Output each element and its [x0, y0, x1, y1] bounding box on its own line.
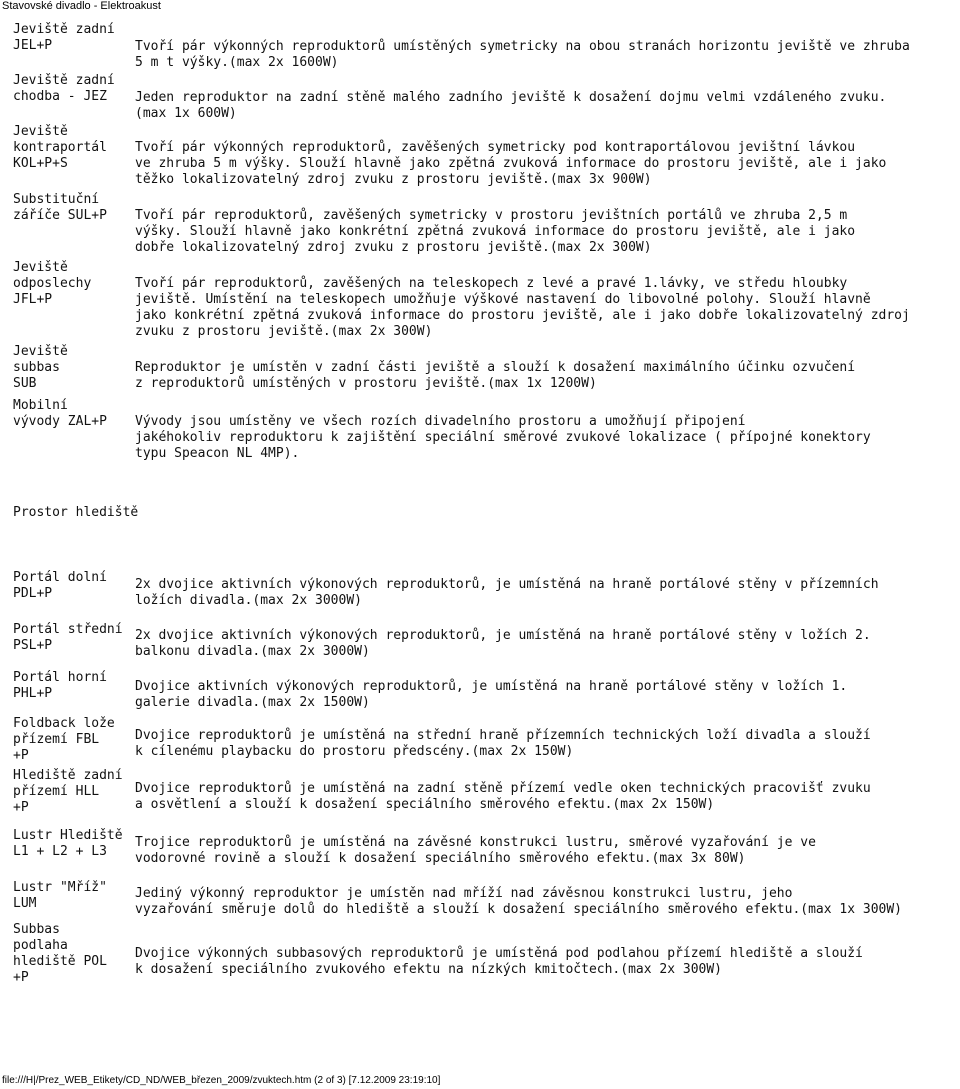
label-pdl: Portál dolní PDL+P — [13, 570, 107, 601]
desc-fbl: Dvojice reproduktorů je umístěná na střední hraně přízemních technických loží divadla a slouží k cílenému playbacku do prostoru předscény.(max 2x 150W) — [135, 728, 871, 759]
section-title-auditorium: Prostor hlediště — [13, 505, 139, 520]
label-sul: Substituční záříče SUL+P — [13, 192, 107, 223]
label-jel: Jeviště zadní JEL+P — [13, 22, 115, 53]
page-header: Stavovské divadlo - Elektroakust — [2, 0, 161, 12]
label-jfl: Jeviště odposlechy JFL+P — [13, 260, 92, 307]
desc-phl: Dvojice aktivních výkonových reproduktorů, je umístěná na hraně portálové stěny v ložích 1. galerie divadla.(max 2x 1500W) — [135, 679, 848, 710]
desc-pol: Dvojice výkonných subbasových reproduktorů je umístěná pod podlahou přízemí hlediště a slouží k dosažení speciálního zvukového efektu na nízkých kmitočtech.(max 2x 300W) — [135, 946, 863, 977]
desc-pdl: 2x dvojice aktivních výkonových reproduktorů, je umístěná na hraně portálové stěny v přízemních ložích divadla.(max 2x 3000W) — [135, 577, 879, 608]
label-lum: Lustr "Mříž" LUM — [13, 880, 107, 911]
label-zal: Mobilní vývody ZAL+P — [13, 398, 107, 429]
label-lustr: Lustr Hlediště L1 + L2 + L3 — [13, 828, 123, 859]
label-psl: Portál střední PSL+P — [13, 622, 123, 653]
page-footer: file:///H|/Prez_WEB_Etikety/CD_ND/WEB_březen_2009/zvuktech.htm (2 of 3) [7.12.2009 23:19:10] — [2, 1075, 441, 1086]
desc-hll: Dvojice reproduktorů je umístěná na zadní stěně přízemí vedle oken technických pracovišť zvuku a osvětlení a slouží k dosažení speciálního směrového efektu.(max 2x 150W) — [135, 781, 871, 812]
desc-jel: Tvoří pár výkonných reproduktorů umístěných symetricky na obou stranách horizontu jeviště ve zhruba 5 m t výšky.(max 2x 1600W) — [135, 39, 910, 70]
label-phl: Portál horní PHL+P — [13, 670, 107, 701]
desc-zal: Vývody jsou umístěny ve všech rozích divadelního prostoru a umožňují připojení jakéhokoliv reproduktoru k zajištění speciální směrové zvukové lokalizace ( přípojné konektory typu Speacon NL 4MP). — [135, 414, 871, 461]
desc-kol: Tvoří pár výkonných reproduktorů, zavěšených symetricky pod kontraportálovou jevištní lávkou ve zhruba 5 m výšky. Slouží hlavně jako zpětná zvuková informace do prostoru jeviště, ale i jako těžko lokalizovatelný zdroj zvuku z prostoru jeviště.(max 3x 900W) — [135, 140, 887, 187]
desc-jfl: Tvoří pár reproduktorů, zavěšených na teleskopech z levé a pravé 1.lávky, ve středu hloubky jeviště. Umístění na teleskopech umožňuje výškové nastavení do libovolné polohy. Slouží hlavně jako konkrétní zpětná zvuková informace do prostoru jeviště, ale i jako dobře lokalizovatelný zdroj zvuku z prostoru jeviště.(max 2x 300W) — [135, 276, 910, 339]
label-hll: Hlediště zadní přízemí HLL +P — [13, 768, 123, 815]
label-sub: Jeviště subbas SUB — [13, 344, 68, 391]
desc-lustr: Trojice reproduktorů je umístěná na závěsné konstrukci lustru, směrové vyzařování je ve vodorovné rovině a slouží k dosažení speciálního směrového efektu.(max 3x 80W) — [135, 835, 816, 866]
desc-psl: 2x dvojice aktivních výkonových reproduktorů, je umístěná na hraně portálové stěny v ložích 2. balkonu divadla.(max 2x 3000W) — [135, 628, 871, 659]
label-fbl: Foldback lože přízemí FBL +P — [13, 716, 115, 763]
desc-sub: Reproduktor je umístěn v zadní části jeviště a slouží k dosažení maximálního účinku ozvučení z reproduktorů umístěných v prostoru jeviště.(max 1x 1200W) — [135, 360, 856, 391]
label-kol: Jeviště kontraportál KOL+P+S — [13, 124, 107, 171]
desc-sul: Tvoří pár reproduktorů, zavěšených symetricky v prostoru jevištních portálů ve zhruba 2,5 m výšky. Slouží hlavně jako konkrétní zpětná zvuková informace do prostoru jeviště, ale i jako dobře lokalizovatelný zdroj zvuku z prostoru jeviště.(max 2x 300W) — [135, 208, 856, 255]
desc-lum: Jediný výkonný reproduktor je umístěn nad mříží nad závěsnou konstrukci lustru, jeho vyzařování směruje dolů do hlediště a slouží k dosažení speciálního směrového efektu.(max 1x 300W) — [135, 886, 903, 917]
label-jez: Jeviště zadní chodba - JEZ — [13, 73, 115, 104]
desc-jez: Jeden reproduktor na zadní stěně malého zadního jeviště k dosažení dojmu velmi vzdáleného zvuku. (max 1x 600W) — [135, 90, 887, 121]
label-pol: Subbas podlaha hlediště POL +P — [13, 922, 107, 985]
